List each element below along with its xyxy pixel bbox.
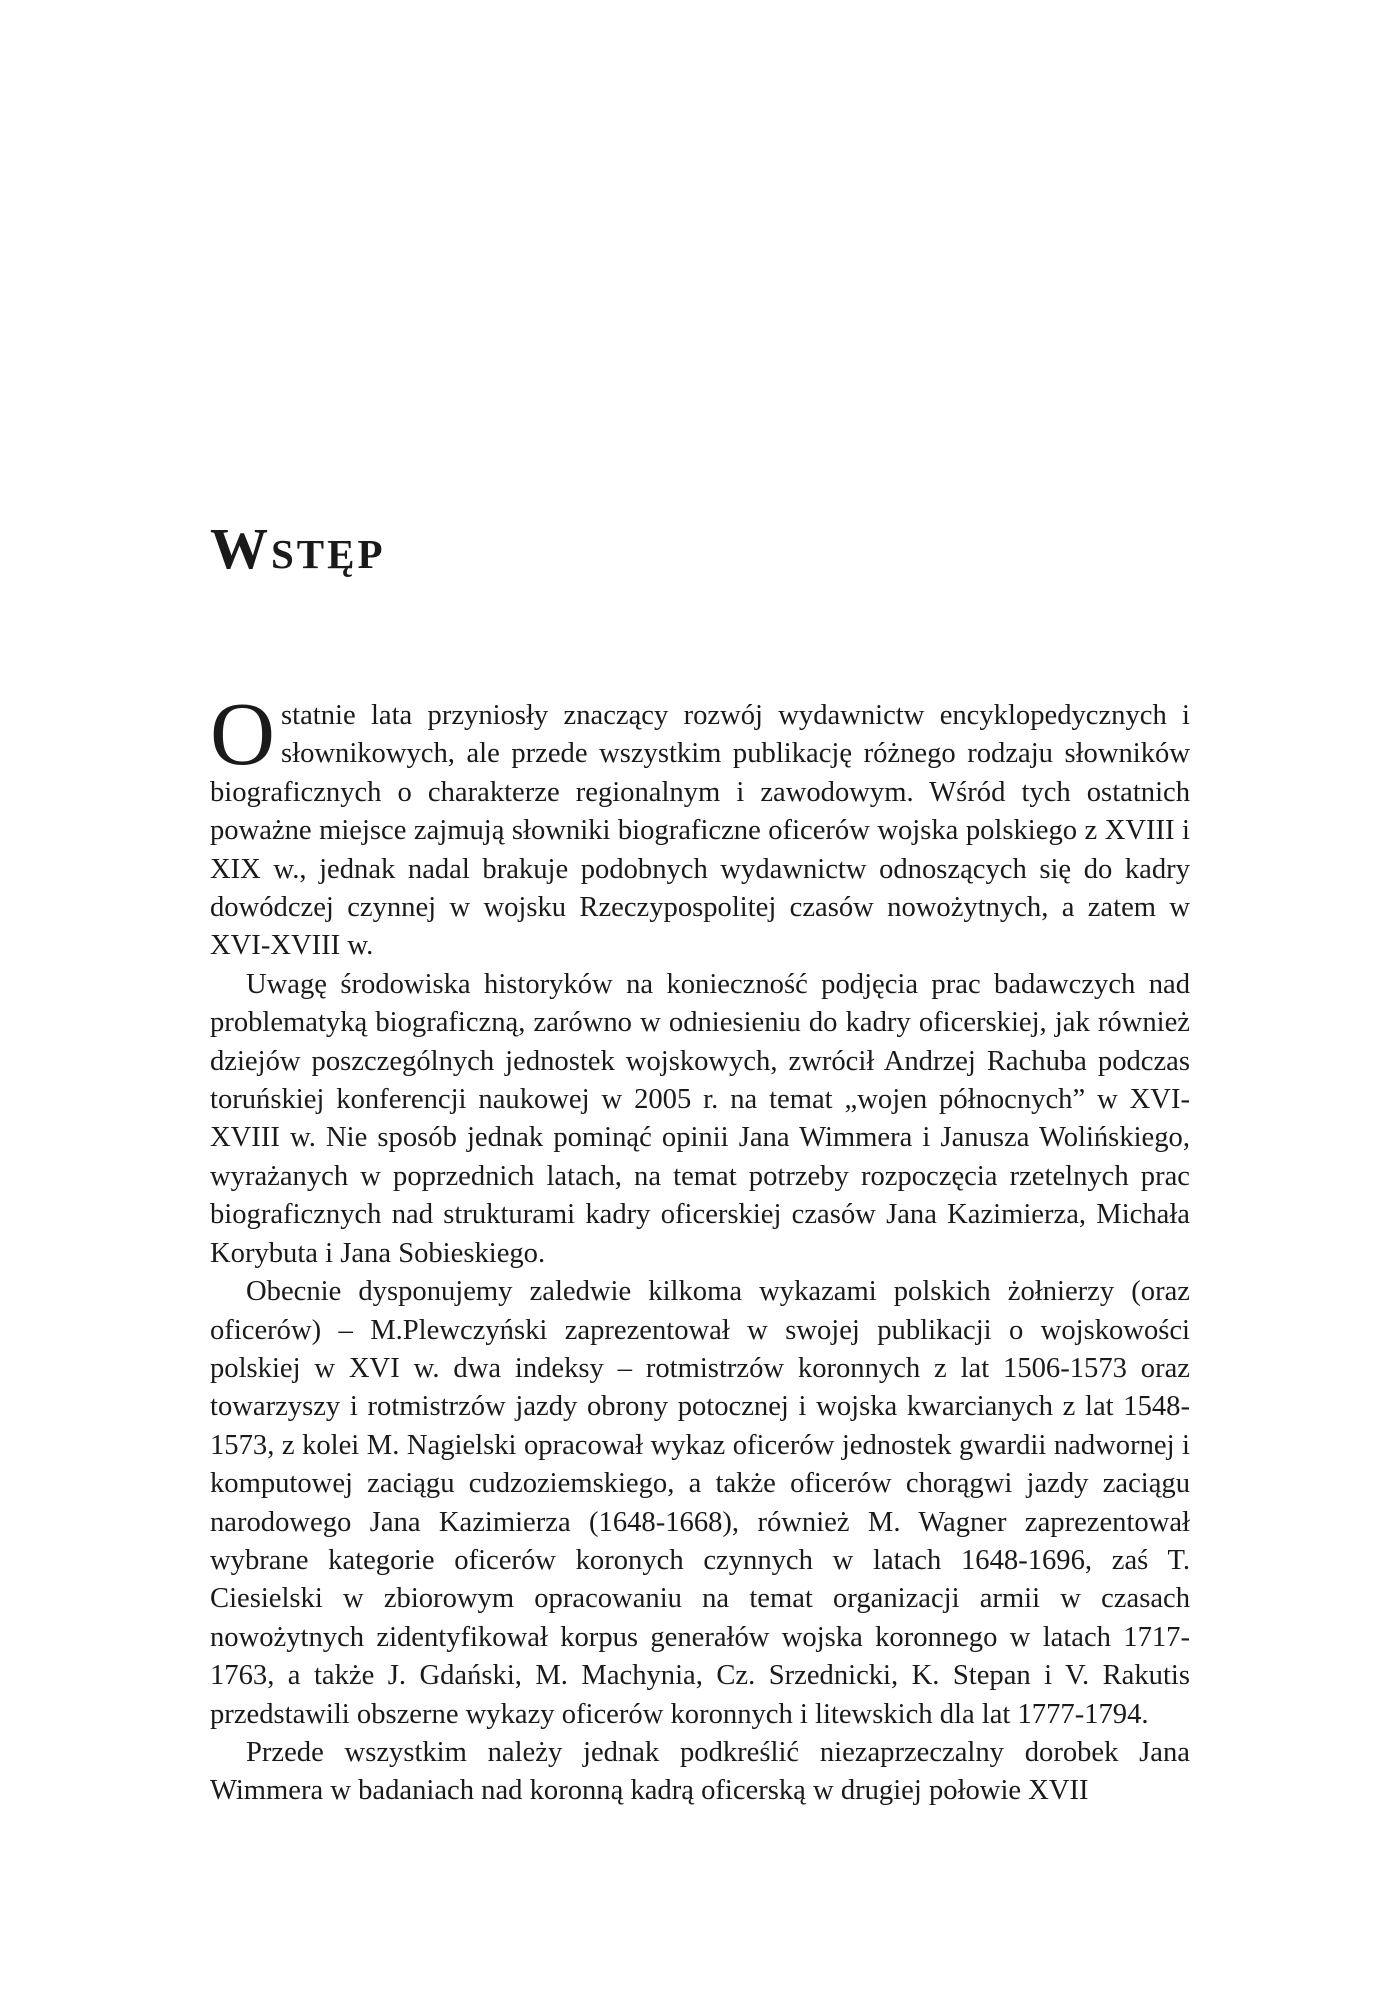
paragraph-4: Przede wszystkim należy jednak podkreślić niezaprzeczalny dorobek Jana Wimmera w badaniach nad koronną kadrą oficerską w drugiej połowie XVII <box>210 1736 1190 1807</box>
body-text <box>210 685 1190 1811</box>
paragraph-3: Obecnie dysponujemy zaledwie kilkoma wykazami polskich żołnierzy (oraz oficerów) – M.Plewczyński zaprezentował w swojej publikacji o wojskowości polskiej w XVI w. dwa indeksy – rotmistrzów koronnych z lat 1506-1573 oraz towarzyszy i rotmistrzów jazdy obrony potocznej i wojska kwarcianych z lat 1548-1573, z kolei M. Nagielski opracował wykaz oficerów jednostek gwardii nadwornej i komputowej zaciągu cudzoziemskiego, a także oficerów chorągwi jazdy zaciągu narodowego Jana Kazimierza (1648-1668), również M. Wagner zaprezentował wybrane kategorie oficerów koronych czynnych w latach 1648-1696, zaś T. Ciesielski w zbiorowym opracowaniu na temat organizacji armii w czasach nowożytnych zidentyfikował korpus generałów wojska koronnego w latach 1717-1763, a także J. Gdański, M. Machynia, Cz. Srzednicki, K. Stepan i V. Rakutis przedstawili obszerne wykazy oficerów koronnych i litewskich dla lat 1777-1794. <box>210 1276 1190 1730</box>
paragraph-1-text: statnie lata przyniosły znaczący rozwój wydawnictw encyklopedycznych i słownikowych, ale przede wszystkim publikację różnego rodzaju słowników biograficznych o charakterze regionalnym i zawodowym. Wśród tych ostatnich poważne miejsce zajmują słowniki biograficzne oficerów wojska polskiego z XVIII i XIX w., jednak nadal brakuje podobnych wydawnictw odnoszących się do kadry dowódczej czynnej w wojsku Rzeczypospolitej czasów nowożytnych, a zatem w XVI-XVIII w. <box>210 700 1190 962</box>
drop-cap: O <box>210 685 275 784</box>
chapter-title: Wstęp <box>210 516 386 581</box>
paragraph-1 <box>210 685 1190 966</box>
paragraph-2: Uwagę środowiska historyków na konieczność podjęcia prac badawczych nad problematyką biograficzną, zarówno w odniesieniu do kadry oficerskiej, jak również dziejów poszczególnych jednostek wojskowych, zwrócił Andrzej Rachuba podczas toruńskiej konferencji naukowej w 2005 r. na temat „wojen północnych” w XVI-XVIII w. Nie sposób jednak pominąć opinii Jana Wimmera i Janusza Wolińskiego, wyrażanych w poprzednich latach, na temat potrzeby rozpoczęcia rzetelnych prac biograficznych nad strukturami kadry oficerskiej czasów Jana Kazimierza, Michała Korybuta i Jana Sobieskiego. <box>210 968 1190 1269</box>
